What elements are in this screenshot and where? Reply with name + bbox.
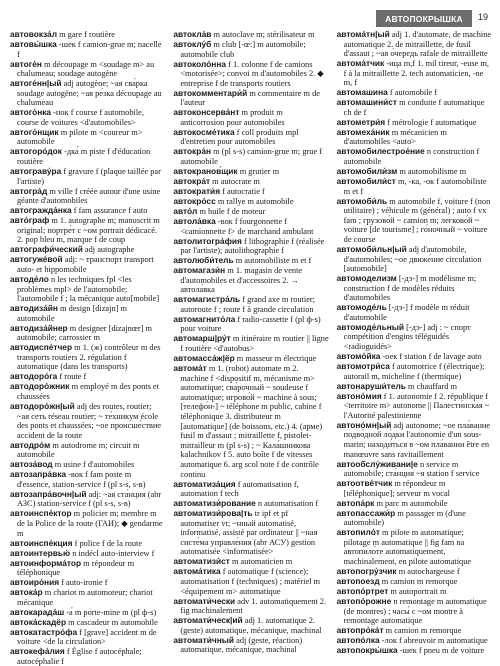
entry-headword: автокла́в	[173, 29, 212, 39]
entry-definition: adj (geste, réaction) automatique, mécanique, machinal	[180, 635, 303, 655]
entry-headword: автокефа́лия	[10, 646, 65, 657]
entry-headword: автометри́я	[336, 116, 386, 127]
dictionary-entry	[10, 304, 165, 323]
entry-headword: автока́скадёр	[10, 616, 67, 627]
entry-definition: m autochargeuse f	[398, 567, 460, 577]
entry-definition: f automatique f (science); automatisation f (techniques) ; matériel m <équipement m> automatique	[180, 567, 321, 596]
entry-headword: авто́л	[173, 205, 198, 216]
entry-definition: adj 1. d'automate, de machine automatique 2. de mitraillette, de fusil d'assaut ; ~ая о́чередь rafale de mitraillette	[343, 30, 492, 59]
dictionary-entry	[337, 646, 492, 656]
entry-headword: автозапра́вка	[10, 469, 67, 480]
entry-headword: автоде́ло	[10, 273, 49, 284]
entry-definition: m 1. magasin de vente d'automobiles et d'accessoires 2. → автола́вка	[180, 266, 303, 295]
entry-headword: автоклу́б	[173, 38, 212, 49]
dictionary-entry	[173, 597, 328, 616]
entry-headword: автоинтервью́	[10, 547, 71, 558]
entry-definition: adj d'automobile, d'automobiles; ~ое движе́ние circulation [automobile]	[343, 244, 482, 274]
dictionary-entry	[10, 343, 165, 372]
entry-definition: adj des routes, routier; ~ая сеть réseau routier; ~ те́хникум école des ponts et chaussées; ~ое происше́ствие accident de la route	[17, 401, 162, 440]
dictionary-entry	[173, 60, 328, 89]
entry-definition: m policier m; membre m de la Police de la route (ГАИ); ◆ gendarme m	[17, 509, 163, 538]
entry-definition: m grutier m	[239, 167, 280, 177]
entry-definition: adj autonome; ~ое пла́вание подво́дной ло́дки l'autonomie d'un sous-marin; находи́ться в ~ом пла́вании être en manœuvre sans ravitaillement	[343, 420, 491, 459]
entry-definition: m automobiliste m et f	[235, 256, 312, 266]
dictionary-entry	[337, 303, 492, 322]
entry-headword: автодро́м	[10, 439, 51, 450]
entry-definition: n indécl auto-interview f	[72, 548, 155, 558]
entry-headword: автомоде́ль	[336, 302, 387, 313]
entry-headword: автомагнито́ла	[173, 313, 236, 324]
entry-headword: автоинспе́кция	[10, 537, 73, 548]
dictionary-entry	[10, 128, 165, 147]
entry-headword: автоматиза́ция	[173, 478, 236, 489]
entry-headword: автолитогра́фия	[173, 235, 242, 246]
dictionary-entry	[10, 324, 165, 343]
entry-headword: автоколо́нна	[173, 58, 227, 69]
entry-definition: n automatisation f	[257, 499, 319, 509]
entry-definition: -шек f pneu m de voiture	[399, 646, 485, 656]
entry-definition: n construction f automobile	[343, 147, 480, 167]
dictionary-entry	[10, 647, 165, 666]
dictionary-entry	[173, 636, 328, 655]
dictionary-entry	[337, 460, 492, 479]
dictionary-entry	[10, 79, 165, 108]
entry-headword: автома́т	[173, 363, 207, 373]
dictionary-entry	[337, 98, 492, 117]
entry-definition: -оек f station f de lavage auto	[382, 352, 482, 362]
entry-definition: m autoclave m; stérilisateur m	[213, 30, 315, 39]
entry-headword: автографи́ческий	[10, 244, 83, 255]
dictionary-column-3	[336, 29, 492, 656]
dictionary-entry	[173, 237, 328, 256]
entry-headword: автомотри́са	[336, 361, 390, 372]
entry-definition: -шек f camion-grue m; nacelle f	[17, 39, 162, 59]
entry-headword: автомобили́ст	[336, 176, 396, 187]
dictionary-entry	[173, 364, 328, 479]
entry-definition: m autocrate m	[212, 177, 260, 187]
entry-definition: m (pl s-s) camion-grue m; grue f automobile	[180, 147, 323, 167]
entry-definition: m ville f créée autour d'une usine géante d'automobiles	[17, 186, 161, 206]
entry-definition: m design [dizajn] m automobile	[17, 304, 127, 323]
entry-definition: m autodrome m; circuit m automobile	[17, 440, 140, 460]
entry-headword: автодоро́жн|ый	[10, 400, 75, 411]
entry-definition: m passager m (d'une automobile)	[343, 508, 466, 528]
entry-definition: [-дэ-] f modèle m réduit d'automobile	[343, 303, 470, 322]
entry-definition: m 1. (robot) automate m 2. machine f <dispositif m, mécanisme m> automatique; сва́рочный ~ soudeuse f automatique; игрово́й ~ machine à sous; [телефо́н-] ~ téléphone m public, cabine f téléphonique 3. distributeur m [automatique] (de boissons, etc.) 4. (арме) fusil m d'assaut ; mitraillette f, pistolet-mitrailleur m (pl s-s) ; ~ Кала́шникова kalachnikov f 5. auto boîte f de vitesses automatique 6. arg scol note f de contrôle continu	[180, 364, 323, 479]
entry-definition: f coll produits mpl d'entretien pour automobiles	[180, 127, 299, 147]
dictionary-entry	[173, 616, 328, 635]
entry-definition: m employé m des ponts et chaussées	[17, 382, 159, 401]
entry-headword: автодоро́га	[10, 371, 58, 382]
entry-definition: m 1. (ж) contrôleur m des transports routiers 2. régulation f automatique (dans les transports)	[17, 343, 161, 372]
entry-definition: m masseur m électrique	[236, 354, 317, 364]
entry-definition: m rallye m automobile	[217, 197, 294, 206]
entry-headword: автокра́т	[173, 176, 211, 187]
entry-headword: автогоро́док	[10, 146, 62, 157]
dictionary-entry	[337, 421, 492, 459]
dictionary-entry	[173, 108, 328, 127]
entry-headword: автома́тчик	[336, 58, 385, 69]
entry-headword: автогражда́нка	[10, 205, 72, 216]
dictionary-entry	[337, 245, 492, 274]
entry-definition: adj 1. automatique 2. (geste) automatique, mécanique, machinal	[180, 616, 322, 635]
entry-headword: автодоро́жник	[10, 381, 70, 392]
entry-headword: автоинспе́ктор	[10, 508, 72, 519]
entry-definition: -ица m,f 1. mil tireur, -euse m, f à la mitraillette 2. tech automaticien, -ne m, f	[343, 59, 489, 88]
entry-definition: m commentaire m de l'auteur	[180, 88, 320, 108]
page-number: 19	[478, 12, 489, 22]
dictionary-entry	[173, 295, 328, 314]
entry-headword: автодиза́йн	[10, 303, 58, 314]
dictionary-entry	[337, 392, 492, 421]
dictionary-entry	[337, 509, 492, 528]
entry-headword: автоно́мн|ый	[336, 419, 392, 430]
entry-headword: автомашини́ст	[336, 97, 397, 108]
entry-definition: f 1. colonne f de camions <motorisée>; convoi m d'automobiles 2. ◆ entreprise f de transports routiers	[180, 59, 324, 88]
entry-headword: автого́нка	[10, 107, 52, 118]
entry-headword: автомати́чески	[173, 595, 236, 606]
entry-definition: m pilote m automatique; pilotage m automatique || fig fam na автопило́те automatiquement, machinalement, en pilote automatique	[343, 528, 472, 567]
entry-headword: автомобилестрое́ние	[336, 146, 425, 157]
entry-headword: автола́вка	[173, 215, 216, 226]
entry-definition: -вок f fam poste m d'essence, station-service f (pl s-s, s-в)	[17, 470, 146, 489]
entry-definition: m camion m remorque	[381, 577, 458, 587]
entry-definition: m automobilisme m	[399, 167, 467, 177]
dictionary-entry	[337, 30, 492, 59]
dictionary-entry	[337, 597, 492, 626]
dictionary-columns	[10, 29, 492, 666]
entry-headword: автообслу́живани|е	[336, 458, 418, 469]
dictionary-entry	[10, 490, 165, 509]
entry-headword: автомоде́льный	[336, 321, 404, 332]
dictionary-entry	[173, 217, 328, 236]
dictionary-entry	[337, 323, 492, 352]
entry-definition: adv 1. automatiquement 2. fig machinalement	[180, 596, 327, 616]
dictionary-entry	[10, 382, 165, 401]
dictionary-entry	[173, 334, 328, 353]
entry-definition: m répondeur m [téléphonique]; serveur m vocal	[343, 479, 450, 498]
entry-definition: f [grave] accident m de voiture <de la circulation>	[17, 627, 157, 647]
entry-definition: m chariot m automoteur; chariot mécanique	[17, 588, 153, 607]
entry-definition: m camion m remorque	[385, 626, 462, 636]
entry-headword: автопоезд	[336, 576, 380, 587]
entry-headword: автомарш|ру́т	[173, 333, 231, 344]
entry-definition: m parc m automobile	[376, 498, 448, 508]
dictionary-entry	[337, 197, 492, 245]
dictionary-entry	[10, 60, 165, 79]
dictionary-entry	[173, 266, 328, 295]
entry-definition: -дка́ m piste f d'éducation routière	[17, 147, 151, 167]
running-head: АВТОПОКРЫШКА	[376, 10, 472, 27]
entry-definition: m répondeur m téléphonique	[17, 558, 135, 578]
entry-headword: автолюби́тель	[173, 255, 234, 266]
dictionary-entry	[10, 147, 165, 166]
entry-headword: автонаруши́тель	[336, 380, 406, 391]
dictionary-entry	[173, 89, 328, 108]
entry-definition: m gare f routière	[59, 30, 115, 39]
entry-definition: f automotrice f (électrique); autorail m, micheline f (thermique)	[343, 362, 485, 381]
entry-definition: m cascadeur m automobile	[68, 617, 158, 627]
entry-headword: автоза́вод	[10, 459, 53, 470]
entry-headword: автодиза́йнер	[10, 322, 68, 333]
entry-definition: adj: ~ая ста́нция (abr АЗС) station-service f (pl s-s, s-в)	[17, 489, 162, 509]
entry-definition: m conduite f automatique ch de f	[343, 98, 485, 117]
entry-headword: автомагази́н	[173, 265, 226, 276]
entry-definition: f route f	[59, 372, 87, 382]
dictionary-entry	[173, 567, 328, 596]
entry-headword: автого́нщик	[10, 126, 59, 137]
entry-definition: adj: ~ транспо́рт transport auto- et hippomobile	[17, 255, 154, 274]
dictionary-entry	[10, 108, 165, 127]
dictionary-entry	[173, 128, 328, 147]
entry-definition: n remontage m automatique (de montres) ; часы́ с ~ом montre à remontage automatique	[343, 596, 487, 626]
dictionary-entry	[10, 187, 165, 206]
entry-headword: автозапра́вочн|ый	[10, 488, 87, 499]
entry-definition: n service m automobile; ста́нция ~я station f service	[343, 459, 480, 479]
entry-headword: автокранов́щик	[173, 166, 238, 177]
entry-definition: [-дэ-] m modélisme m; construction f de modèles réduits d'automobiles	[343, 274, 477, 303]
entry-definition: f Église f autocéphale; autocéphalie f	[17, 647, 142, 666]
dictionary-entry	[173, 509, 328, 557]
dictionary-entry	[337, 274, 492, 303]
entry-headword: автогуже́вой	[10, 254, 63, 265]
entry-definition: f radio-cassette f (pl ф-s) pour voiture	[180, 314, 321, 334]
dictionary-entry	[10, 402, 165, 440]
entry-definition: m designer [dizajnœr] m automobile; carrossier m	[17, 323, 152, 343]
entry-definition: adj autogène; ~ая сва́рка soudage autogène; ~ая ре́зка découpage au chalumeau	[17, 79, 162, 108]
entry-definition: m découpage m <soudage m> au chalumeau; soudage autogène	[17, 59, 155, 79]
entry-headword: автовы́шка	[10, 38, 57, 49]
entry-definition: f 1. autonomie f 2. république f <territoire m> autonome || Палести́нская ~ l'Autorité palestinienne	[343, 391, 490, 420]
entry-headword: автопо́лка	[336, 635, 380, 646]
entry-headword: автоотве́тчик	[336, 478, 393, 489]
entry-headword: автомашина	[336, 87, 388, 98]
entry-definition: m chauffard m	[408, 381, 457, 391]
dictionary-column-1	[10, 29, 165, 666]
entry-headword: автомеха́ник	[336, 126, 390, 137]
entry-definition: m automaticien m	[231, 557, 293, 567]
entry-definition: m 1. autographe m; manuscrit m original; портре́т с ~ом portrait dédicacé. 2. pop bleu m, marque f de coup	[17, 216, 160, 245]
entry-definition: m automobile f, voiture f (non utilitaire) ; véhicule m (général) ; auto f vx fam ; грузово́й ~ camion m; легково́й ~ voiture [de tourisme] ; го́ночный ~ voiture de course	[343, 196, 491, 244]
entry-headword: автопокры́шка	[336, 645, 398, 656]
entry-headword: автокарада́ш	[10, 606, 65, 617]
entry-headword: автократи́я	[173, 186, 221, 197]
dictionary-entry	[173, 480, 328, 499]
entry-definition: f grand axe m routier; autoroute f ; route f à grande circulation	[180, 295, 315, 314]
entry-definition: tr ipf et pf automatiser vt; ~нный automatisé, informatisé, assisté par ordinateur || ~ная систе́ма управле́ния (abr АСУ) gestion automatisée <informatisée>	[180, 509, 318, 557]
entry-headword: автома́тика	[173, 566, 221, 577]
entry-headword: автомасса́ж|ёр	[173, 353, 235, 364]
entry-definition: f lithographie f (réalisée par l'artiste); autolithographie f	[180, 236, 325, 256]
entry-headword: автопо́ртрет	[336, 586, 389, 596]
dictionary-entry	[173, 147, 328, 166]
entry-headword: автопро́ка́т	[336, 625, 384, 636]
entry-headword: автомоби́ль	[336, 195, 388, 206]
dictionary-entry	[10, 588, 165, 607]
entry-definition: f métrologie f automatique	[387, 117, 477, 127]
entry-headword: автопассажи́р	[336, 507, 396, 518]
dictionary-entry	[10, 509, 165, 538]
entry-headword: автодиспе́тчер	[10, 342, 73, 353]
dictionary-entry	[173, 40, 328, 59]
entry-definition: n les techniques fpl <les problèmes mpl> de l'automobile; l'automobile f ; la mécanique auto[mobile]	[17, 274, 160, 304]
entry-headword: автомоби́льн|ый	[336, 243, 407, 254]
entry-headword: автокро́сс	[173, 196, 216, 206]
entry-headword: автопа́рк	[336, 497, 375, 508]
entry-definition: f autocratie f	[222, 187, 265, 197]
entry-headword: автомати́ческ|ий	[173, 615, 243, 626]
entry-headword: автоматизи́рова|ть	[173, 508, 253, 519]
entry-headword: автомо́йка	[336, 351, 381, 362]
entry-definition: f automobile f	[389, 88, 438, 98]
dictionary-entry	[10, 441, 165, 460]
dictionary-entry	[10, 628, 165, 647]
entry-headword: автовокза́л	[10, 29, 58, 39]
entry-headword: автока́р	[10, 587, 43, 598]
entry-headword: автоно́мия	[336, 390, 382, 401]
entry-headword: автокомментари́й	[173, 87, 248, 98]
dictionary-entry	[10, 275, 165, 304]
entry-headword: автоматизи́рование	[173, 498, 256, 509]
entry-headword: автограву́ра	[10, 166, 62, 177]
dictionary-entry	[10, 40, 165, 59]
entry-headword: автокатастро́фа	[10, 626, 78, 637]
entry-headword: автомагистра́ль	[173, 294, 241, 305]
dictionary-entry	[337, 147, 492, 166]
entry-headword: автопогру́зчик	[336, 566, 397, 577]
dictionary-column-2	[173, 29, 329, 655]
entry-definition: m club [-œ:] m automobile; automobile club	[180, 39, 306, 59]
dictionary-entry	[10, 470, 165, 489]
entry-definition: -а́ m porte-mine m (pl ф-s)	[66, 607, 157, 617]
entry-definition: adj autographe	[84, 245, 135, 255]
entry-headword: автоинформа́тор	[10, 557, 82, 568]
entry-definition: -нок f course f automobile, course de voitures <d'automobiles>	[17, 108, 144, 127]
dictionary-entry	[173, 315, 328, 334]
entry-headword: автопо́рожне	[336, 595, 392, 606]
entry-definition: -вок f fourgonnette f <camionnette f> de marchand ambulant	[180, 216, 314, 236]
entry-definition: m huile f de moteur	[199, 206, 266, 216]
entry-definition: [-дэ-] adj : ~ спорт compétition d'engins téléguidés <radioguidés>	[343, 322, 471, 352]
entry-headword: автомати́чный	[173, 634, 235, 645]
dictionary-entry	[337, 528, 492, 566]
entry-headword: автоконсерва́нт	[173, 107, 240, 118]
entry-headword: автомобили́зм	[336, 166, 398, 177]
entry-definition: f police f de la route	[74, 538, 143, 548]
entry-definition: m pilote m <coureur m> automobile	[17, 127, 143, 147]
entry-definition: m produit m anticorrosion pour automobiles	[180, 108, 285, 127]
entry-headword: автоиро́ния	[10, 577, 60, 588]
dictionary-entry	[337, 362, 492, 381]
dictionary-entry	[10, 167, 165, 186]
entry-definition: f automatisation f, automation f tech	[180, 479, 299, 499]
dictionary-entry	[10, 216, 165, 245]
entry-definition: m itinéraire m routier || ligne f routière <d'autobus>	[180, 334, 329, 354]
entry-headword: автоматизи́ст	[173, 556, 230, 567]
entry-definition: f fam assurance f auto	[73, 206, 148, 216]
dictionary-entry	[10, 559, 165, 578]
dictionary-entry	[337, 128, 492, 147]
entry-headword: автома́тн|ый	[336, 29, 390, 39]
dictionary-entry	[337, 479, 492, 498]
entry-headword: автоге́нн|ый	[10, 78, 62, 89]
entry-headword: автомоделизм	[336, 273, 397, 284]
dictionary-entry	[10, 255, 165, 274]
entry-headword: автоге́н	[10, 58, 42, 69]
dictionary-entry	[337, 177, 492, 196]
entry-headword: автопило́т	[336, 527, 380, 538]
entry-definition: f gravure f (plaque taillée par l'artiste)	[17, 167, 161, 186]
entry-definition: m mécanicien m d'automobiles <auto>	[343, 127, 447, 147]
entry-headword: автокосме́тика	[173, 126, 235, 137]
entry-headword: автогра́д	[10, 185, 48, 196]
entry-definition: m, -ка, -ок f automobiliste m et f	[343, 177, 487, 196]
entry-definition: m autoportrait m	[390, 587, 447, 596]
entry-headword: автокра́н	[173, 146, 212, 157]
entry-definition: f auto-ironie f	[61, 578, 108, 588]
entry-headword: авто́граф	[10, 215, 50, 226]
dictionary-entry	[337, 59, 492, 88]
entry-definition: m usine f d'automobiles	[54, 460, 135, 470]
entry-definition: -лок f abreuvoir m automatique	[381, 636, 488, 646]
